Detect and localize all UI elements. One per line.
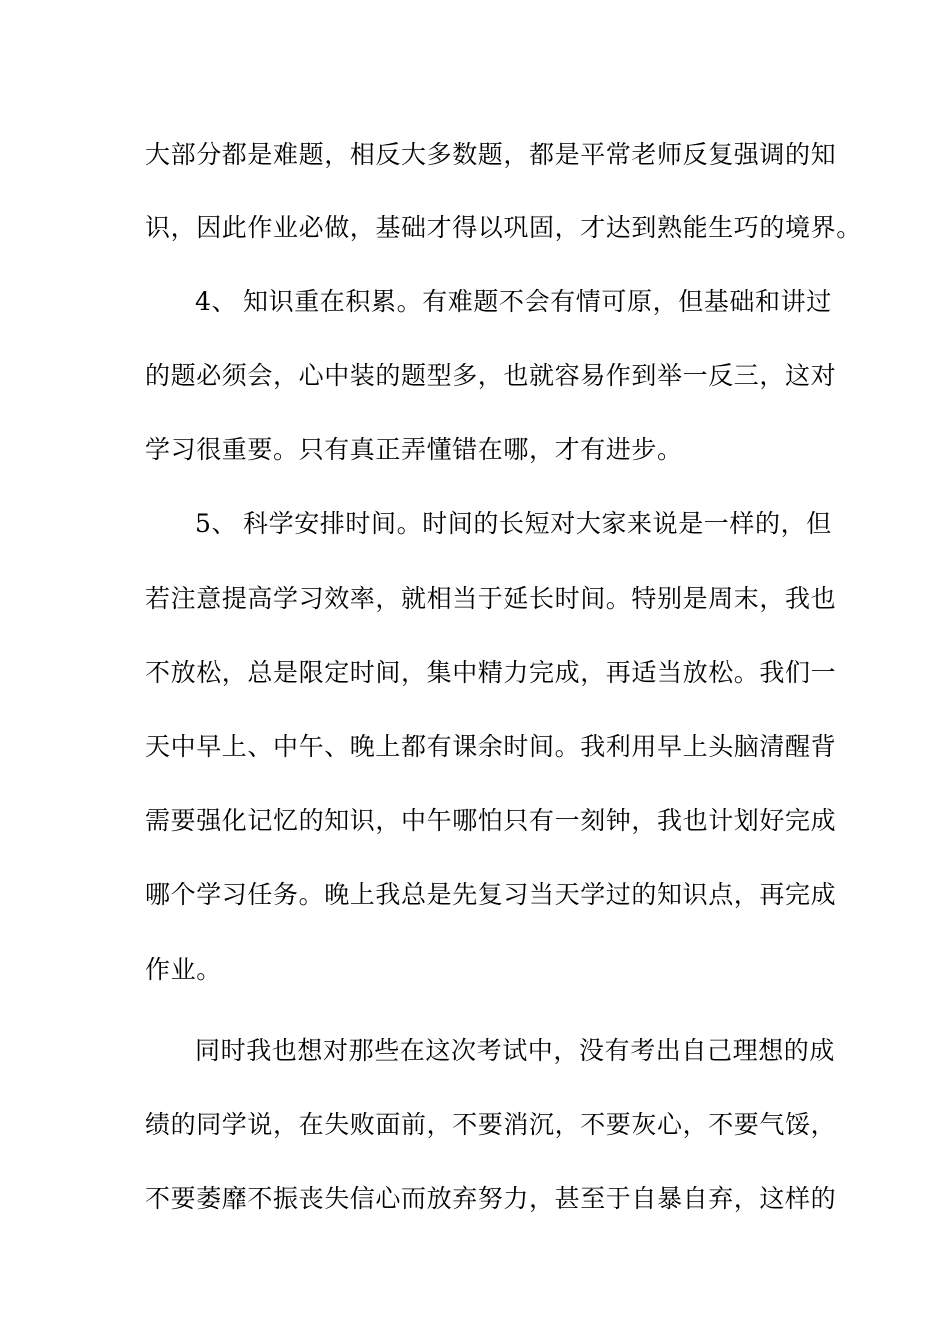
text-line: 不放松，总是限定时间，集中精力完成，再适当放松。我们一 bbox=[145, 658, 837, 687]
text-line: 科学安排时间。时间的长短对大家来说是一样的，但 bbox=[243, 509, 832, 538]
text-line: 识，因此作业必做，基础才得以巩固，才达到熟能生巧的境界。 bbox=[145, 213, 862, 242]
text-line: 知识重在积累。有难题不会有情可原，但基础和讲过 bbox=[243, 287, 832, 316]
text-line: 的题必须会，心中装的题型多，也就容易作到举一反三，这对 bbox=[145, 361, 837, 390]
text-line: 天中早上、中午、晚上都有课余时间。我利用早上头脑清醒背 bbox=[145, 732, 837, 761]
text-line: 学习很重要。只有真正弄懂错在哪，才有进步。 bbox=[145, 435, 683, 464]
text-line: 同时我也想对那些在这次考试中，没有考出自己理想的成 bbox=[195, 1036, 836, 1065]
text-line: 作业。 bbox=[145, 955, 222, 984]
text-line: 绩的同学说，在失败面前，不要消沉，不要灰心，不要气馁， bbox=[145, 1110, 837, 1139]
text-line: 大部分都是难题，相反大多数题，都是平常老师反复强调的知 bbox=[145, 140, 837, 169]
list-number: 5、 bbox=[195, 509, 238, 538]
list-number: 4、 bbox=[195, 287, 238, 316]
text-line: 不要萎靡不振丧失信心而放弃努力，甚至于自暴自弃，这样的 bbox=[145, 1184, 837, 1213]
text-line: 需要强化记忆的知识，中午哪怕只有一刻钟，我也计划好完成 bbox=[145, 806, 837, 835]
list-item-5 bbox=[195, 508, 875, 540]
list-item-4 bbox=[195, 286, 875, 318]
text-line: 哪个学习任务。晚上我总是先复习当天学过的知识点，再完成 bbox=[145, 880, 837, 909]
text-line: 若注意提高学习效率，就相当于延长时间。特别是周末，我也 bbox=[145, 584, 837, 613]
